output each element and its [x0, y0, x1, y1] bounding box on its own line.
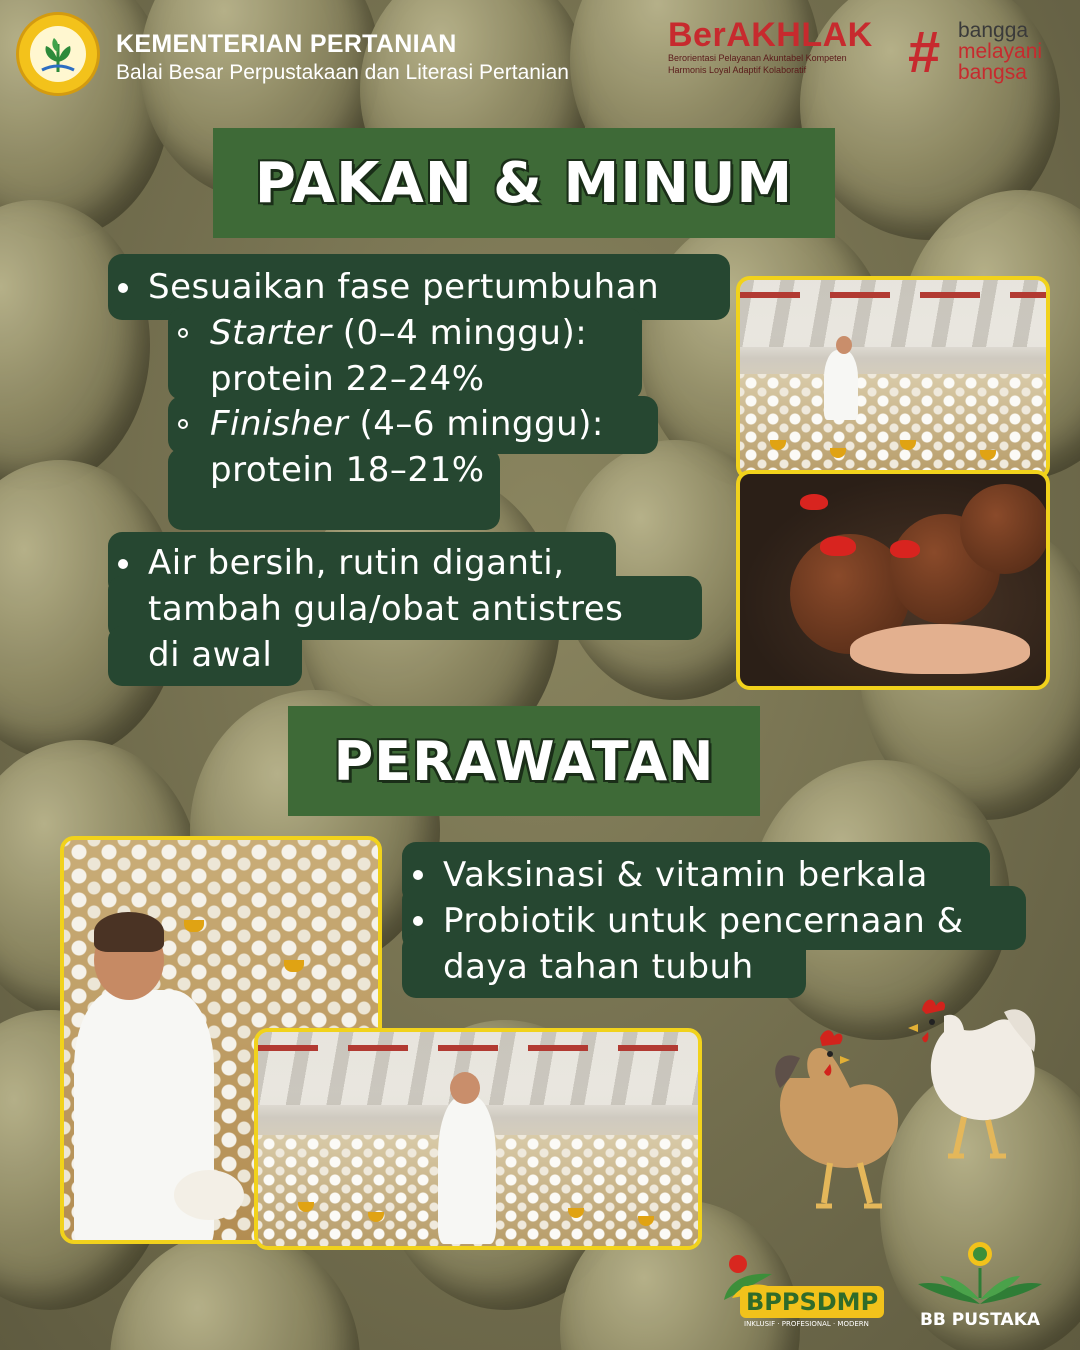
water-line-2: tambah gula/obat antistres [148, 589, 624, 629]
photo-hens-feeding [736, 470, 1050, 690]
bb-pustaka-word: BB PUSTAKA [919, 1310, 1041, 1330]
bangga-line-2: melayani [958, 40, 1043, 63]
berakhlak-tagline-2: Harmonis Loyal Adaptif Kolaboratif [668, 64, 807, 75]
section-title-box-perawatan [288, 706, 760, 816]
probiotic-line-2: daya tahan tubuh [443, 947, 754, 987]
bullet-dot [413, 870, 423, 880]
water-line-3: di awal [148, 635, 273, 675]
bullet-dot [118, 559, 128, 569]
finisher-range: (4–6 minggu): [348, 404, 604, 444]
bb-pustaka-emblem-icon [910, 1238, 1050, 1308]
bb-pustaka-logo [910, 1238, 1050, 1334]
kementan-logo [16, 12, 100, 96]
finisher-line [210, 401, 604, 447]
white-chicken-illustration [904, 992, 1044, 1162]
section-title-box-pakan [213, 128, 835, 238]
berakhlak-word: BerAKHLAK [668, 16, 873, 54]
berakhlak-logo [668, 18, 886, 90]
bppsdmp-word: BPPSDMP [746, 1288, 879, 1316]
starter-range: (0–4 minggu): [331, 313, 588, 353]
finisher-protein: protein 18–21% [210, 450, 485, 490]
vaccination-line: Vaksinasi & vitamin berkala [443, 855, 928, 895]
section-title-perawatan: PERAWATAN [333, 729, 715, 793]
ministry-heading [116, 30, 569, 85]
bangga-melayani-logo [908, 20, 1068, 90]
starter-term: Starter [210, 313, 332, 353]
ministry-name: KEMENTERIAN PERTANIAN [116, 30, 457, 58]
bullet-dot [413, 916, 423, 926]
starter-protein: protein 22–24% [210, 359, 485, 399]
finisher-term: Finisher [210, 404, 349, 444]
bullet-dot [118, 283, 128, 293]
starter-line [210, 310, 587, 356]
section-title-pakan: PAKAN & MINUM [254, 150, 794, 216]
bppsdmp-tagline: INKLUSIF · PROFESIONAL · MODERN [744, 1320, 869, 1328]
bullet-growth-phase: Sesuaikan fase pertumbuhan [148, 267, 660, 307]
bangga-line-3: bangsa [958, 61, 1027, 84]
brown-chicken-illustration [770, 1018, 920, 1218]
photo-worker-with-clipboard [254, 1028, 702, 1250]
water-line-1: Air bersih, rutin diganti, [148, 543, 565, 583]
sub-bullet-ring [178, 419, 188, 429]
photo-poultry-barn-worker [736, 276, 1050, 480]
berakhlak-tagline-1: Berorientasi Pelayanan Akuntabel Kompeten [668, 53, 847, 63]
ministry-unit: Balai Besar Perpustakaan dan Literasi Pertanian [116, 61, 569, 84]
bppsdmp-badge [740, 1286, 884, 1318]
bppsdmp-logo [716, 1252, 882, 1332]
hashtag-icon: # [908, 20, 941, 85]
probiotic-line-1: Probiotik untuk pencernaan & [443, 901, 964, 941]
sub-bullet-ring [178, 328, 188, 338]
bangga-line-1: bangga [958, 19, 1029, 42]
